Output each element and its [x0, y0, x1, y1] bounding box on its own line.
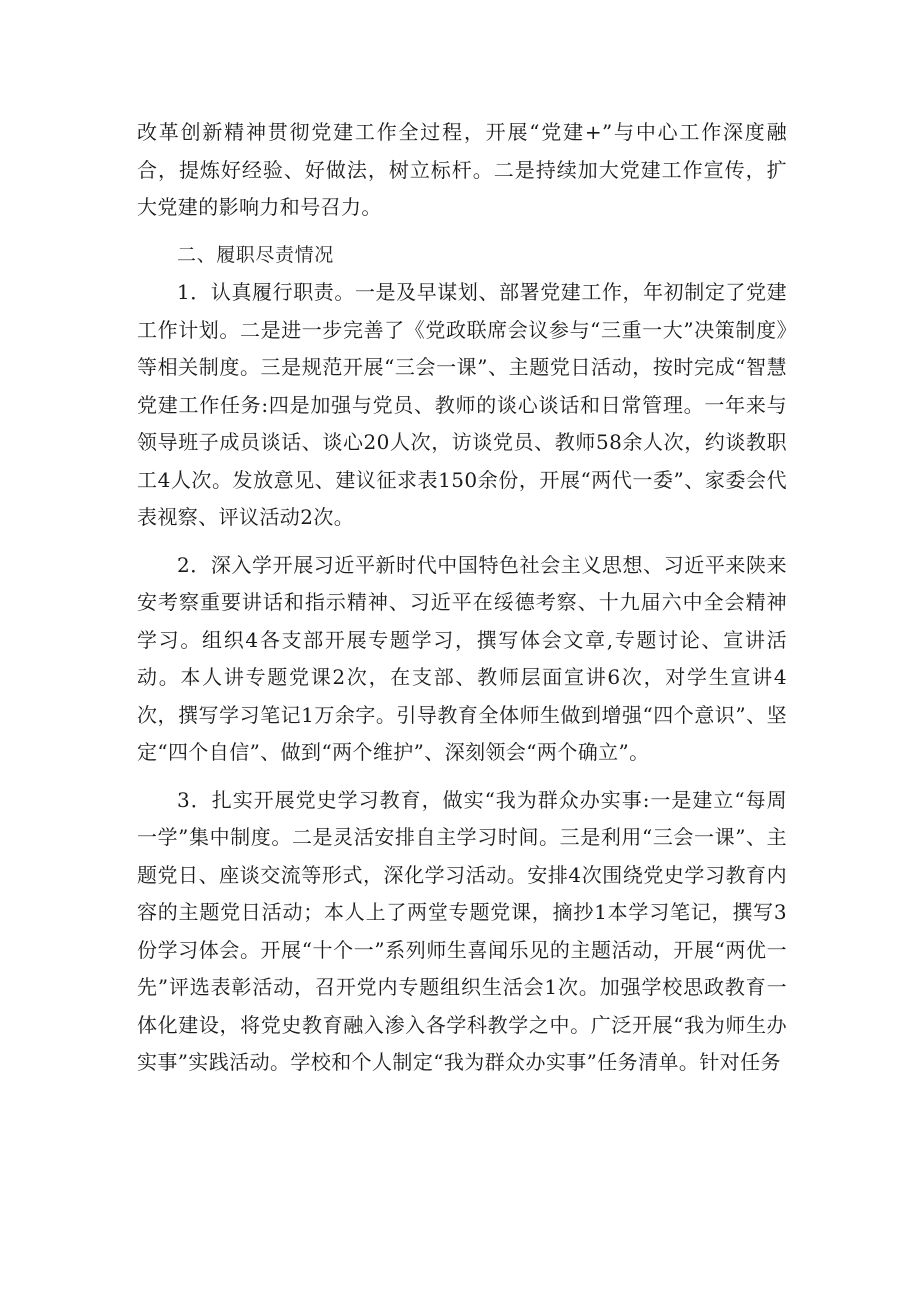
- section-heading: 二、履职尽责情况: [177, 243, 334, 266]
- paragraph-continued: 改革创新精神贯彻党建工作全过程，开展“党建+”与中心工作深度融合，提炼好经验、好做法，树立标杆。二是持续加大党建工作宣传，扩大党建的影响力和号召力。: [137, 120, 787, 219]
- paragraph-item-3: 3．扎实开展党史学习教育，做实“我为群众办实事:一是建立“每周一学”集中制度。二是灵活安排自主学习时间。三是利用“三会一课”、主题党日、座谈交流等形式，深化学习活动。安排4次围绕党史学习教育内容的主题党日活动；本人上了两堂专题党课，摘抄1本学习笔记，撰写3份学习体会。开展“十个一”系列师生喜闻乐见的主题活动，开展“两优一先”评选表彰活动，召开党内专题组织生活会1次。加强学校思政教育一体化建设，将党史教育融入渗入各学科教学之中。广泛开展“我为师生办实事”实践活动。学校和个人制定“我为群众办实事”任务清单。针对任务: [137, 787, 787, 1074]
- document-page: [137, 114, 787, 1082]
- paragraph-item-1: 1．认真履行职责。一是及早谋划、部署党建工作，年初制定了党建工作计划。二是进一步完善了《党政联席会议参与“三重一大”决策制度》等相关制度。三是规范开展“三会一课”、主题党日活动，按时完成“智慧党建工作任务:四是加强与党员、教师的谈心谈话和日常管理。一年来与领导班子成员谈话、谈心20人次，访谈党员、教师58余人次，约谈教职工4人次。发放意见、建议征求表150余份，开展“两代一委”、家委会代表视察、评议活动2次。: [137, 280, 787, 529]
- paragraph-item-2: 2．深入学开展习近平新时代中国特色社会主义思想、习近平来陕来安考察重要讲话和指示精神、习近平在绥德考察、十九届六中全会精神学习。组织4各支部开展专题学习，撰写体会文章,专题讨论、宣讲活动。本人讲专题党课2次，在支部、教师层面宣讲6次，对学生宣讲4次，撰写学习笔记1万余字。引导教育全体师生做到增强“四个意识”、坚定“四个自信”、做到“两个维护”、深刻领会“两个确立”。: [137, 552, 787, 764]
